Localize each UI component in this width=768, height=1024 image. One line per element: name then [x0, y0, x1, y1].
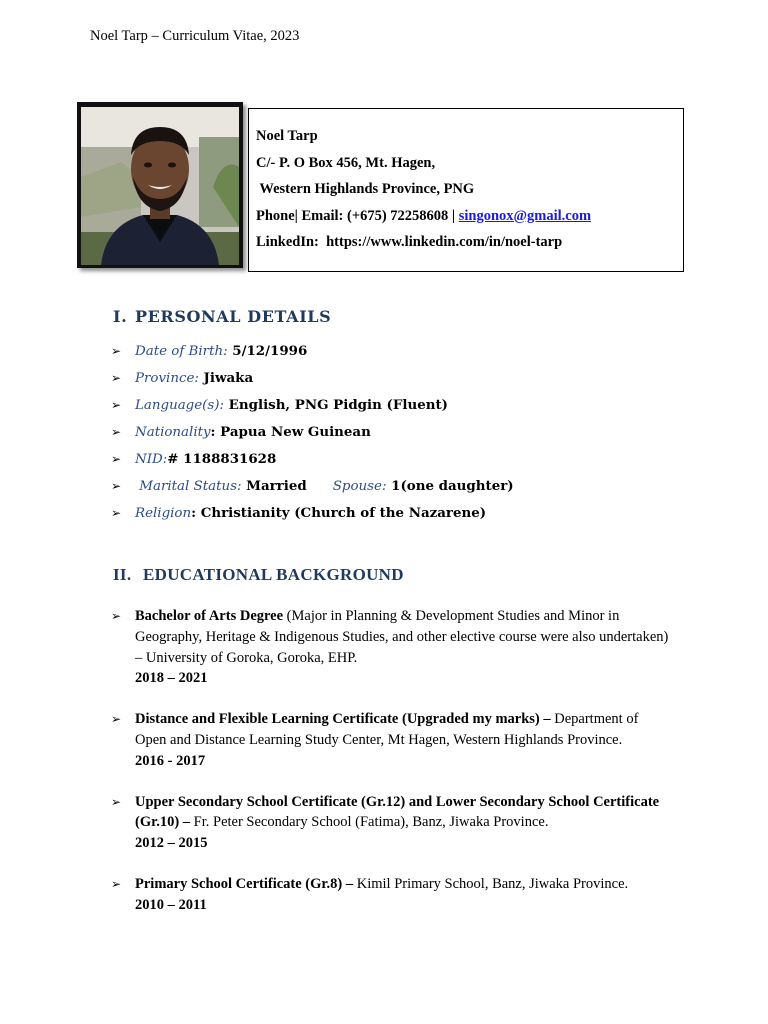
field-value: English, PNG Pidgin (Fluent): [224, 397, 448, 413]
education-years: 2016 - 2017: [135, 752, 206, 769]
list-item-languages: [111, 395, 514, 422]
field-value: Married: [241, 478, 307, 494]
field-label: Province:: [135, 371, 199, 386]
contact-phone-email: [256, 203, 683, 230]
field-value: Jiwaka: [198, 370, 254, 386]
education-years: 2012 – 2015: [135, 835, 208, 852]
list-item-nationality: [111, 422, 514, 449]
education-detail: Fr. Peter Secondary School (Fatima), Banz, Jiwaka Province.: [190, 814, 549, 831]
email-link[interactable]: singonox@gmail.com: [458, 207, 592, 224]
portrait-image: [81, 107, 239, 265]
arrowhead-bullet-icon: ➢: [111, 876, 122, 891]
field-value: : Papua New Guinean: [210, 424, 371, 440]
arrowhead-bullet-icon: ➢: [111, 371, 122, 385]
section-heading-educational-background: [113, 565, 404, 585]
section-number: I.: [113, 307, 128, 326]
field-label: Date of Birth:: [135, 344, 228, 359]
education-detail: (Major in Planning & Development Studies and Minor in Geography, Heritage & Indigenous Studies, and other elective course were also undertaken) – University of Goroka, Goroka, EHP.: [135, 608, 669, 666]
field-label: Nationality: [135, 425, 211, 440]
contact-phone-prefix: Phone| Email: (+675) 72258608 |: [256, 207, 459, 224]
list-item-education: [111, 874, 671, 916]
field-value: : Christianity (Church of the Nazarene): [191, 505, 487, 521]
contact-address-line-1: C/- P. O Box 456, Mt. Hagen,: [256, 154, 436, 171]
field-label: NID:: [135, 452, 168, 467]
section-title: PERSONAL DETAILS: [135, 307, 332, 326]
contact-linkedin: LinkedIn: https://www.linkedin.com/in/noel-tarp: [256, 234, 563, 251]
arrowhead-bullet-icon: ➢: [111, 506, 122, 520]
running-header: Noel Tarp – Curriculum Vitae, 2023: [90, 28, 300, 44]
arrowhead-bullet-icon: ➢: [111, 609, 122, 623]
education-list: [111, 606, 671, 916]
arrowhead-bullet-icon: ➢: [111, 398, 122, 412]
list-item-date-of-birth: [111, 341, 514, 368]
section-title: EDUCATIONAL BACKGROUND: [143, 565, 404, 584]
field-value: # 1188831628: [167, 451, 277, 467]
field-label: Marital Status:: [135, 479, 242, 494]
field-value: 5/12/1996: [227, 343, 308, 359]
arrowhead-bullet-icon: ➢: [111, 712, 122, 727]
section-number: II.: [113, 565, 132, 584]
field-label: Language(s):: [135, 398, 225, 413]
list-item-marital-status: [111, 476, 514, 503]
arrowhead-bullet-icon: ➢: [111, 479, 122, 493]
field-label: Spouse:: [332, 479, 387, 494]
contact-box: [248, 108, 684, 272]
education-title: Bachelor of Arts Degree: [135, 608, 284, 624]
list-item-education: [111, 792, 671, 854]
contact-address-line-2: Western Highlands Province, PNG: [256, 181, 475, 198]
profile-photo: [77, 102, 243, 268]
list-item-religion: [111, 503, 514, 530]
education-detail: Department of Open and Distance Learning Study Center, Mt Hagen, Western Highlands Province.: [135, 711, 639, 748]
education-years: 2010 – 2011: [135, 896, 207, 913]
education-title: Upper Secondary School Certificate (Gr.12) and Lower Secondary School Certificate (Gr.10) –: [135, 793, 660, 831]
education-title: Primary School Certificate (Gr.8) –: [135, 875, 354, 892]
list-item-nid: [111, 449, 514, 476]
field-label: Religion: [135, 506, 192, 521]
education-years: 2018 – 2021: [135, 670, 208, 687]
section-heading-personal-details: [113, 307, 331, 326]
field-value: 1(one daughter): [386, 478, 514, 494]
list-item-education: [111, 606, 671, 689]
arrowhead-bullet-icon: ➢: [111, 794, 122, 809]
list-item-province: [111, 368, 514, 395]
list-item-education: [111, 709, 671, 771]
personal-details-list: [111, 341, 514, 530]
arrowhead-bullet-icon: ➢: [111, 344, 122, 358]
contact-name: Noel Tarp: [256, 128, 318, 144]
arrowhead-bullet-icon: ➢: [111, 425, 122, 439]
arrowhead-bullet-icon: ➢: [111, 452, 122, 466]
education-detail: Kimil Primary School, Banz, Jiwaka Province.: [353, 875, 629, 892]
education-title: Distance and Flexible Learning Certificate (Upgraded my marks) –: [135, 711, 551, 728]
